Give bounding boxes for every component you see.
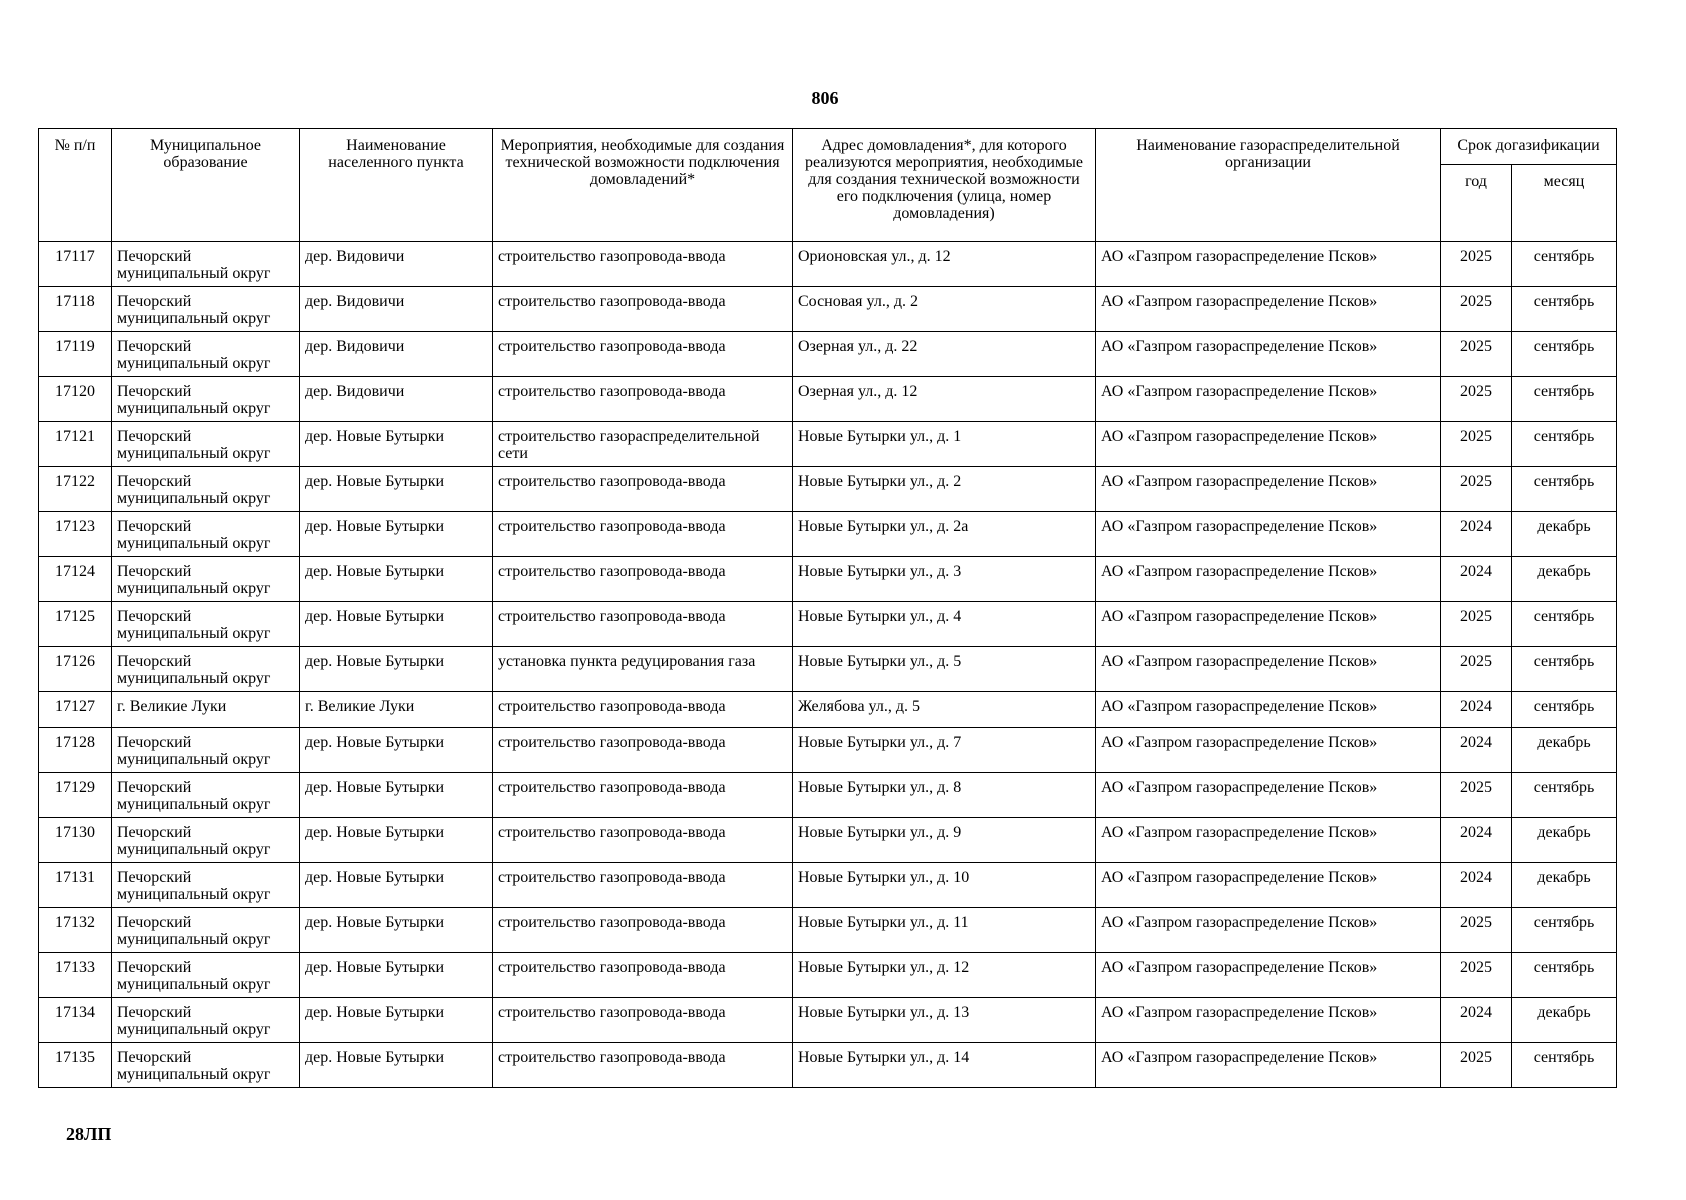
row-number: 17134 bbox=[39, 998, 112, 1043]
settlement-cell: дер. Новые Бутырки bbox=[300, 1043, 493, 1088]
municipality-cell: Печорский муниципальный округ bbox=[112, 647, 300, 692]
municipality-cell: Печорский муниципальный округ bbox=[112, 512, 300, 557]
address-cell: Новые Бутырки ул., д. 3 bbox=[793, 557, 1096, 602]
municipality-cell: Печорский муниципальный округ bbox=[112, 377, 300, 422]
year-cell: 2024 bbox=[1441, 557, 1512, 602]
municipality-cell: Печорский муниципальный округ bbox=[112, 818, 300, 863]
month-cell: сентябрь bbox=[1512, 242, 1617, 287]
table-row bbox=[39, 602, 1617, 647]
address-cell: Желябова ул., д. 5 bbox=[793, 692, 1096, 728]
measures-cell: строительство газопровода-ввода bbox=[493, 377, 793, 422]
month-cell: сентябрь bbox=[1512, 692, 1617, 728]
settlement-cell: дер. Новые Бутырки bbox=[300, 557, 493, 602]
organization-cell: АО «Газпром газораспределение Псков» bbox=[1096, 647, 1441, 692]
measures-cell: строительство газопровода-ввода bbox=[493, 818, 793, 863]
address-cell: Новые Бутырки ул., д. 2 bbox=[793, 467, 1096, 512]
month-cell: сентябрь bbox=[1512, 422, 1617, 467]
year-cell: 2025 bbox=[1441, 422, 1512, 467]
settlement-cell: дер. Новые Бутырки bbox=[300, 422, 493, 467]
organization-cell: АО «Газпром газораспределение Псков» bbox=[1096, 728, 1441, 773]
table-row bbox=[39, 1043, 1617, 1088]
organization-cell: АО «Газпром газораспределение Псков» bbox=[1096, 692, 1441, 728]
settlement-cell: дер. Видовичи bbox=[300, 242, 493, 287]
address-cell: Новые Бутырки ул., д. 8 bbox=[793, 773, 1096, 818]
settlement-cell: г. Великие Луки bbox=[300, 692, 493, 728]
organization-cell: АО «Газпром газораспределение Псков» bbox=[1096, 422, 1441, 467]
measures-cell: строительство газопровода-ввода bbox=[493, 242, 793, 287]
table-row bbox=[39, 287, 1617, 332]
municipality-cell: Печорский муниципальный округ bbox=[112, 422, 300, 467]
year-cell: 2025 bbox=[1441, 773, 1512, 818]
municipality-cell: Печорский муниципальный округ bbox=[112, 467, 300, 512]
settlement-cell: дер. Новые Бутырки bbox=[300, 728, 493, 773]
settlement-cell: дер. Видовичи bbox=[300, 287, 493, 332]
row-number: 17129 bbox=[39, 773, 112, 818]
table-row bbox=[39, 557, 1617, 602]
table-row bbox=[39, 773, 1617, 818]
table-row bbox=[39, 863, 1617, 908]
month-cell: декабрь bbox=[1512, 818, 1617, 863]
address-cell: Новые Бутырки ул., д. 7 bbox=[793, 728, 1096, 773]
month-cell: сентябрь bbox=[1512, 773, 1617, 818]
municipality-cell: Печорский муниципальный округ bbox=[112, 728, 300, 773]
measures-cell: строительство газопровода-ввода bbox=[493, 692, 793, 728]
table-body bbox=[39, 242, 1617, 1088]
organization-cell: АО «Газпром газораспределение Псков» bbox=[1096, 377, 1441, 422]
row-number: 17121 bbox=[39, 422, 112, 467]
row-number: 17131 bbox=[39, 863, 112, 908]
organization-cell: АО «Газпром газораспределение Псков» bbox=[1096, 557, 1441, 602]
measures-cell: строительство газопровода-ввода bbox=[493, 467, 793, 512]
year-cell: 2024 bbox=[1441, 512, 1512, 557]
year-cell: 2025 bbox=[1441, 908, 1512, 953]
header-settlement: Наименование населенного пункта bbox=[300, 129, 493, 242]
organization-cell: АО «Газпром газораспределение Псков» bbox=[1096, 1043, 1441, 1088]
table-row bbox=[39, 647, 1617, 692]
month-cell: сентябрь bbox=[1512, 287, 1617, 332]
table-row bbox=[39, 242, 1617, 287]
gasification-table bbox=[38, 128, 1617, 1088]
row-number: 17130 bbox=[39, 818, 112, 863]
month-cell: декабрь bbox=[1512, 863, 1617, 908]
municipality-cell: Печорский муниципальный округ bbox=[112, 998, 300, 1043]
header-num: № п/п bbox=[39, 129, 112, 242]
measures-cell: строительство газопровода-ввода bbox=[493, 287, 793, 332]
header-organization: Наименование газораспределительной организации bbox=[1096, 129, 1441, 242]
organization-cell: АО «Газпром газораспределение Псков» bbox=[1096, 467, 1441, 512]
address-cell: Новые Бутырки ул., д. 4 bbox=[793, 602, 1096, 647]
settlement-cell: дер. Новые Бутырки bbox=[300, 998, 493, 1043]
year-cell: 2025 bbox=[1441, 647, 1512, 692]
header-year: год bbox=[1441, 165, 1512, 242]
address-cell: Новые Бутырки ул., д. 14 bbox=[793, 1043, 1096, 1088]
row-number: 17117 bbox=[39, 242, 112, 287]
address-cell: Новые Бутырки ул., д. 12 bbox=[793, 953, 1096, 998]
organization-cell: АО «Газпром газораспределение Псков» bbox=[1096, 242, 1441, 287]
organization-cell: АО «Газпром газораспределение Псков» bbox=[1096, 602, 1441, 647]
organization-cell: АО «Газпром газораспределение Псков» bbox=[1096, 818, 1441, 863]
row-number: 17126 bbox=[39, 647, 112, 692]
measures-cell: строительство газораспределительной сети bbox=[493, 422, 793, 467]
address-cell: Новые Бутырки ул., д. 1 bbox=[793, 422, 1096, 467]
month-cell: декабрь bbox=[1512, 728, 1617, 773]
header-address: Адрес домовладения*, для которого реализуются мероприятия, необходимые для создания технической возможности его подключения (улица, номер домовладения) bbox=[793, 129, 1096, 242]
municipality-cell: Печорский муниципальный округ bbox=[112, 773, 300, 818]
measures-cell: строительство газопровода-ввода bbox=[493, 728, 793, 773]
year-cell: 2025 bbox=[1441, 602, 1512, 647]
year-cell: 2025 bbox=[1441, 287, 1512, 332]
address-cell: Новые Бутырки ул., д. 9 bbox=[793, 818, 1096, 863]
measures-cell: строительство газопровода-ввода bbox=[493, 557, 793, 602]
year-cell: 2025 bbox=[1441, 953, 1512, 998]
table-row bbox=[39, 908, 1617, 953]
row-number: 17132 bbox=[39, 908, 112, 953]
settlement-cell: дер. Новые Бутырки bbox=[300, 773, 493, 818]
month-cell: декабрь bbox=[1512, 998, 1617, 1043]
row-number: 17123 bbox=[39, 512, 112, 557]
address-cell: Озерная ул., д. 22 bbox=[793, 332, 1096, 377]
settlement-cell: дер. Новые Бутырки bbox=[300, 863, 493, 908]
row-number: 17119 bbox=[39, 332, 112, 377]
row-number: 17122 bbox=[39, 467, 112, 512]
address-cell: Новые Бутырки ул., д. 13 bbox=[793, 998, 1096, 1043]
year-cell: 2025 bbox=[1441, 467, 1512, 512]
year-cell: 2025 bbox=[1441, 332, 1512, 377]
year-cell: 2025 bbox=[1441, 377, 1512, 422]
table-row bbox=[39, 692, 1617, 728]
row-number: 17127 bbox=[39, 692, 112, 728]
address-cell: Новые Бутырки ул., д. 5 bbox=[793, 647, 1096, 692]
row-number: 17133 bbox=[39, 953, 112, 998]
table-row bbox=[39, 512, 1617, 557]
year-cell: 2025 bbox=[1441, 242, 1512, 287]
row-number: 17118 bbox=[39, 287, 112, 332]
measures-cell: строительство газопровода-ввода bbox=[493, 512, 793, 557]
settlement-cell: дер. Новые Бутырки bbox=[300, 818, 493, 863]
municipality-cell: Печорский муниципальный округ bbox=[112, 1043, 300, 1088]
settlement-cell: дер. Новые Бутырки bbox=[300, 647, 493, 692]
measures-cell: установка пункта редуцирования газа bbox=[493, 647, 793, 692]
address-cell: Орионовская ул., д. 12 bbox=[793, 242, 1096, 287]
settlement-cell: дер. Новые Бутырки bbox=[300, 953, 493, 998]
measures-cell: строительство газопровода-ввода bbox=[493, 602, 793, 647]
year-cell: 2025 bbox=[1441, 1043, 1512, 1088]
page-number: 806 bbox=[811, 88, 839, 108]
municipality-cell: Печорский муниципальный округ bbox=[112, 287, 300, 332]
address-cell: Озерная ул., д. 12 bbox=[793, 377, 1096, 422]
organization-cell: АО «Газпром газораспределение Псков» bbox=[1096, 332, 1441, 377]
municipality-cell: Печорский муниципальный округ bbox=[112, 557, 300, 602]
address-cell: Новые Бутырки ул., д. 11 bbox=[793, 908, 1096, 953]
organization-cell: АО «Газпром газораспределение Псков» bbox=[1096, 773, 1441, 818]
organization-cell: АО «Газпром газораспределение Псков» bbox=[1096, 908, 1441, 953]
settlement-cell: дер. Новые Бутырки bbox=[300, 467, 493, 512]
row-number: 17128 bbox=[39, 728, 112, 773]
month-cell: сентябрь bbox=[1512, 602, 1617, 647]
measures-cell: строительство газопровода-ввода bbox=[493, 908, 793, 953]
organization-cell: АО «Газпром газораспределение Псков» bbox=[1096, 953, 1441, 998]
settlement-cell: дер. Видовичи bbox=[300, 332, 493, 377]
address-cell: Новые Бутырки ул., д. 10 bbox=[793, 863, 1096, 908]
table-row bbox=[39, 467, 1617, 512]
month-cell: сентябрь bbox=[1512, 377, 1617, 422]
table-row bbox=[39, 818, 1617, 863]
year-cell: 2024 bbox=[1441, 728, 1512, 773]
year-cell: 2024 bbox=[1441, 692, 1512, 728]
month-cell: сентябрь bbox=[1512, 647, 1617, 692]
municipality-cell: Печорский муниципальный округ bbox=[112, 242, 300, 287]
header-deadline: Срок догазификации bbox=[1441, 129, 1617, 165]
measures-cell: строительство газопровода-ввода bbox=[493, 1043, 793, 1088]
settlement-cell: дер. Новые Бутырки bbox=[300, 602, 493, 647]
row-number: 17120 bbox=[39, 377, 112, 422]
table-row bbox=[39, 728, 1617, 773]
month-cell: сентябрь bbox=[1512, 467, 1617, 512]
organization-cell: АО «Газпром газораспределение Псков» bbox=[1096, 287, 1441, 332]
row-number: 17124 bbox=[39, 557, 112, 602]
settlement-cell: дер. Видовичи bbox=[300, 377, 493, 422]
table-row bbox=[39, 377, 1617, 422]
municipality-cell: г. Великие Луки bbox=[112, 692, 300, 728]
organization-cell: АО «Газпром газораспределение Псков» bbox=[1096, 998, 1441, 1043]
header-municipality: Муниципальное образование bbox=[112, 129, 300, 242]
measures-cell: строительство газопровода-ввода bbox=[493, 998, 793, 1043]
municipality-cell: Печорский муниципальный округ bbox=[112, 602, 300, 647]
measures-cell: строительство газопровода-ввода bbox=[493, 863, 793, 908]
row-number: 17125 bbox=[39, 602, 112, 647]
table-row bbox=[39, 332, 1617, 377]
month-cell: сентябрь bbox=[1512, 953, 1617, 998]
address-cell: Новые Бутырки ул., д. 2а bbox=[793, 512, 1096, 557]
table-row bbox=[39, 953, 1617, 998]
municipality-cell: Печорский муниципальный округ bbox=[112, 908, 300, 953]
measures-cell: строительство газопровода-ввода bbox=[493, 332, 793, 377]
year-cell: 2024 bbox=[1441, 863, 1512, 908]
measures-cell: строительство газопровода-ввода bbox=[493, 773, 793, 818]
month-cell: сентябрь bbox=[1512, 908, 1617, 953]
year-cell: 2024 bbox=[1441, 998, 1512, 1043]
row-number: 17135 bbox=[39, 1043, 112, 1088]
municipality-cell: Печорский муниципальный округ bbox=[112, 953, 300, 998]
table-row bbox=[39, 998, 1617, 1043]
municipality-cell: Печорский муниципальный округ bbox=[112, 332, 300, 377]
organization-cell: АО «Газпром газораспределение Псков» bbox=[1096, 863, 1441, 908]
organization-cell: АО «Газпром газораспределение Псков» bbox=[1096, 512, 1441, 557]
header-month: месяц bbox=[1512, 165, 1617, 242]
month-cell: декабрь bbox=[1512, 557, 1617, 602]
settlement-cell: дер. Новые Бутырки bbox=[300, 908, 493, 953]
month-cell: декабрь bbox=[1512, 512, 1617, 557]
footer-code: 28ЛП bbox=[66, 1124, 112, 1144]
municipality-cell: Печорский муниципальный округ bbox=[112, 863, 300, 908]
table-row bbox=[39, 422, 1617, 467]
header-measures: Мероприятия, необходимые для создания технической возможности подключения домовладений* bbox=[493, 129, 793, 242]
measures-cell: строительство газопровода-ввода bbox=[493, 953, 793, 998]
year-cell: 2024 bbox=[1441, 818, 1512, 863]
settlement-cell: дер. Новые Бутырки bbox=[300, 512, 493, 557]
month-cell: сентябрь bbox=[1512, 1043, 1617, 1088]
address-cell: Сосновая ул., д. 2 bbox=[793, 287, 1096, 332]
month-cell: сентябрь bbox=[1512, 332, 1617, 377]
